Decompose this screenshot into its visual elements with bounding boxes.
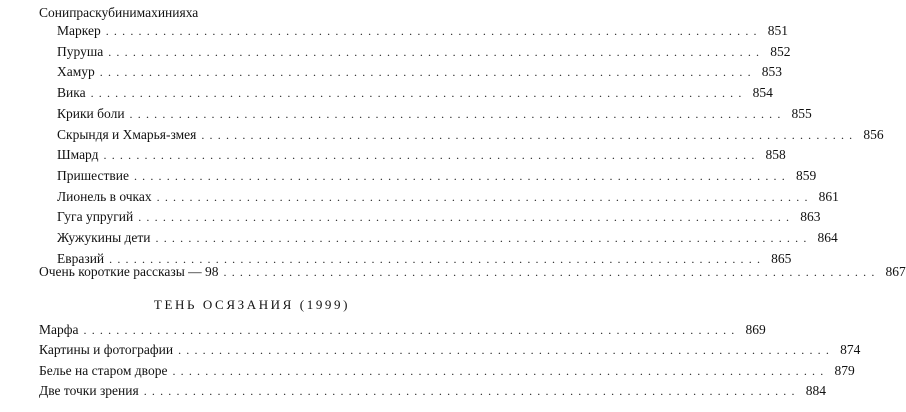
dot-leader: ................................................................................ (155, 231, 812, 245)
dot-leader: ................................................................................ (83, 323, 740, 337)
dot-leader: ................................................................................ (138, 210, 795, 225)
toc-subentry (57, 187, 839, 207)
entry-title: Гуга упругий (57, 209, 134, 225)
entry-page-number: 884 (805, 382, 826, 398)
entry-title: Лионель в очках (57, 188, 152, 204)
entry-page-number: 858 (765, 147, 786, 163)
dot-leader: ................................................................................ (109, 251, 766, 266)
entry-page-number: 867 (885, 264, 906, 279)
toc-entry (39, 361, 855, 381)
entry-title: Евразий (57, 250, 105, 266)
dot-leader: ................................................................................ (103, 148, 760, 163)
entry-page-number: 879 (834, 362, 855, 378)
entry-page-number: 852 (770, 43, 791, 59)
entry-page-number: 864 (817, 230, 838, 245)
entry-page-number: 853 (761, 64, 783, 80)
entry-title: Шмард (57, 147, 99, 163)
entry-page-number: 856 (863, 126, 884, 142)
entry-title: Скрындя и Хмарья-змея (57, 126, 197, 142)
entry-page-number: 851 (767, 23, 788, 38)
toc-subentry (57, 104, 812, 124)
dot-leader: ................................................................................ (156, 189, 813, 204)
dot-leader: ................................................................................ (108, 44, 765, 59)
entry-page-number: 861 (818, 188, 839, 204)
toc-subentry (57, 166, 817, 186)
parent-entry-title: Сонипраскубинимахинияха (39, 5, 199, 20)
toc-subentry (57, 207, 821, 227)
entry-title: Очень короткие рассказы — 98 (39, 264, 219, 279)
entry-page-number: 855 (791, 105, 812, 121)
entry-title: Маркер (57, 23, 101, 38)
entry-title: Жужукины дети (57, 230, 151, 245)
toc-subentry (57, 21, 788, 41)
toc-subentry (57, 83, 773, 103)
toc-subentry (57, 228, 838, 248)
dot-leader: ................................................................................ (143, 383, 800, 398)
entry-page-number: 869 (745, 322, 766, 337)
toc-entry (39, 340, 861, 360)
dot-leader: ................................................................................ (99, 65, 756, 80)
entry-title: Вика (57, 85, 86, 101)
entry-title: Пришествие (57, 167, 129, 183)
dot-leader: ................................................................................ (172, 363, 829, 378)
toc-subentry (57, 125, 884, 145)
entry-page-number: 863 (800, 209, 821, 225)
dot-leader: ................................................................................ (133, 168, 790, 183)
entry-title: Две точки зрения (39, 382, 139, 398)
dot-leader: ................................................................................ (223, 265, 880, 279)
entry-page-number: 874 (840, 342, 861, 358)
entry-title: Картины и фотографии (39, 342, 174, 358)
dot-leader: ................................................................................ (90, 86, 747, 101)
entry-page-number: 859 (795, 167, 817, 183)
toc-subentry (57, 42, 791, 62)
entry-page-number: 865 (771, 250, 792, 266)
entry-title: Марфа (39, 322, 79, 337)
section-heading: ТЕНЬ ОСЯЗАНИЯ (1999) (153, 297, 351, 312)
dot-leader: ................................................................................ (178, 343, 835, 358)
entry-title: Пуруша (57, 43, 104, 59)
dot-leader: ................................................................................ (129, 106, 786, 121)
entry-title: Крики боли (57, 105, 125, 121)
entry-page-number: 854 (752, 85, 773, 101)
toc-subentry (57, 62, 783, 82)
entry-title: Белье на старом дворе (39, 362, 168, 378)
toc-entry-short-stories (39, 262, 906, 282)
entry-title: Хамур (57, 64, 95, 80)
dot-leader: ................................................................................ (105, 24, 762, 38)
dot-leader: ................................................................................ (201, 127, 858, 142)
toc-entry (39, 381, 826, 401)
toc-entry (39, 320, 766, 340)
toc-subentry (57, 145, 786, 165)
